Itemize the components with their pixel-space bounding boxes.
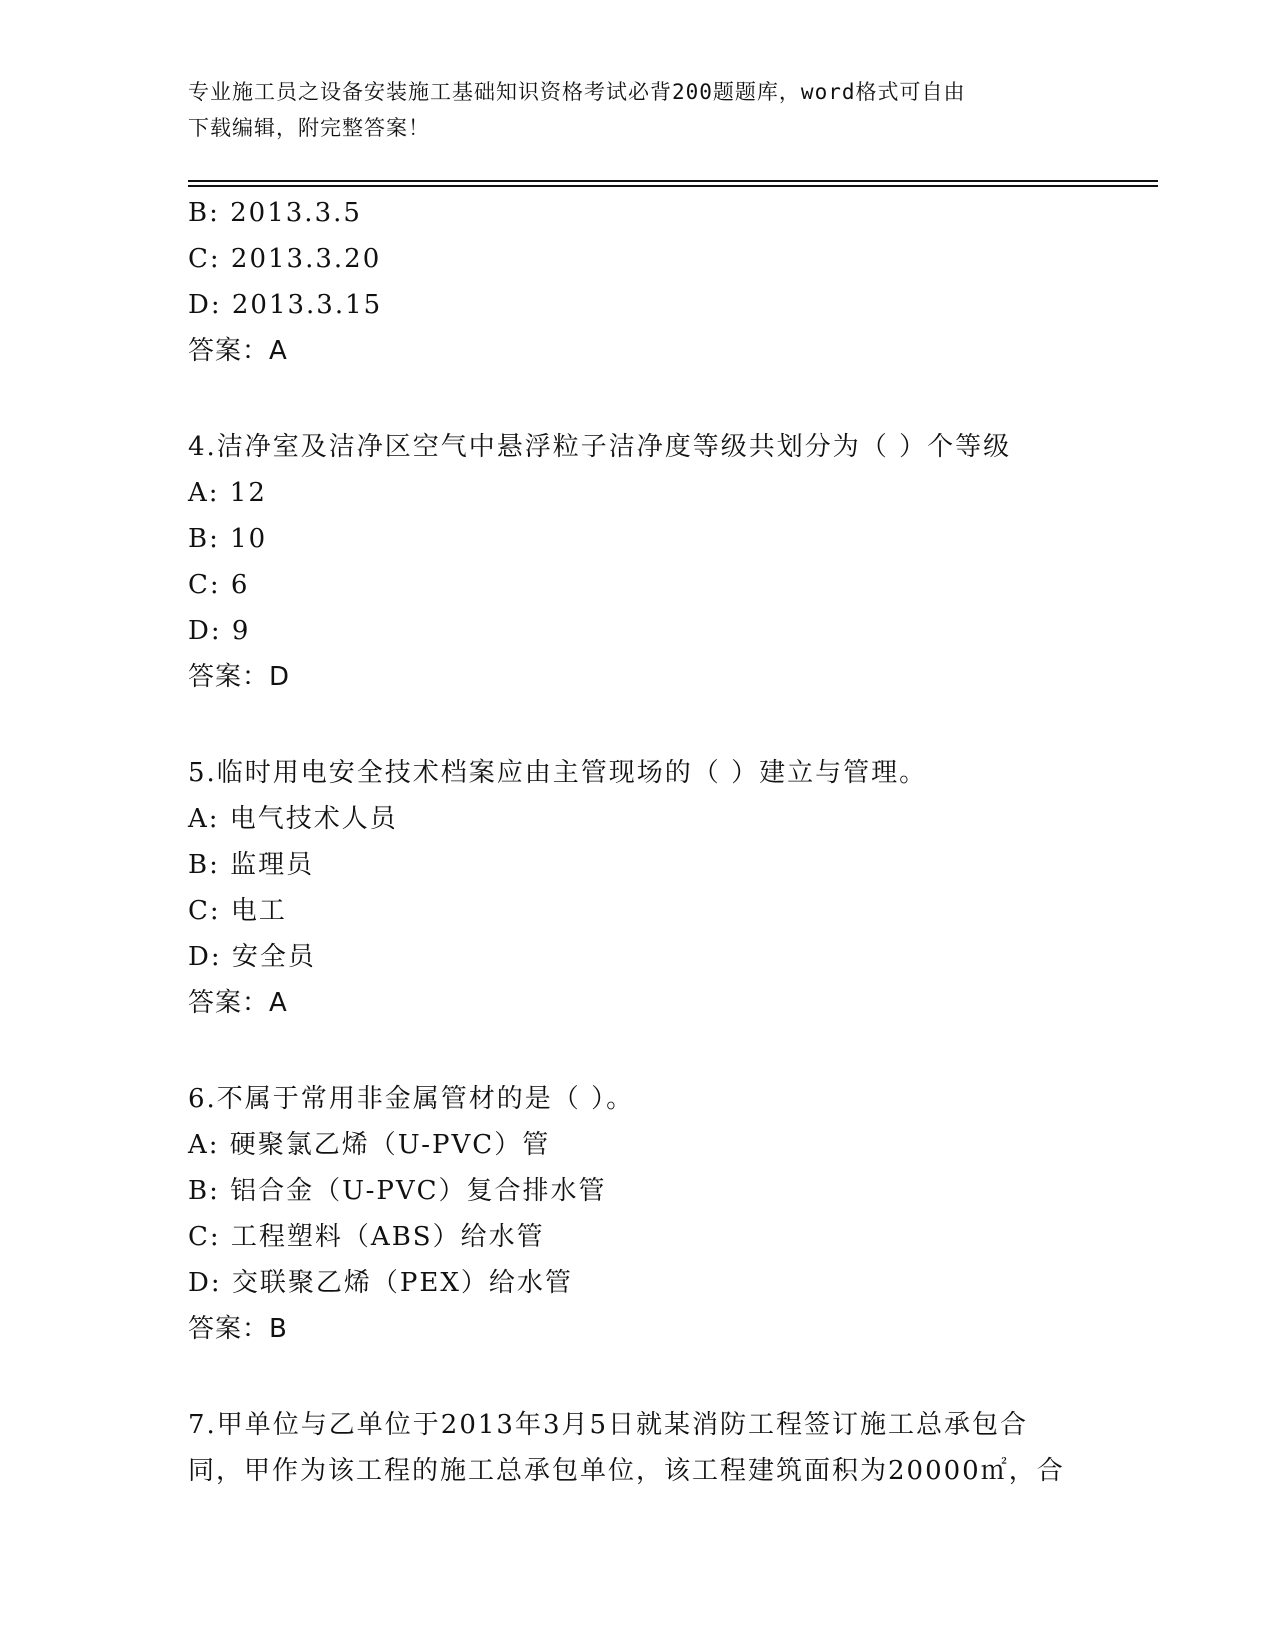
question-text-line-1: 7.甲单位与乙单位于2013年3月5日就某消防工程签订施工总承包合 xyxy=(188,1410,1029,1440)
option-d: D: 交联聚乙烯（PEX）给水管 xyxy=(188,1268,573,1298)
question-7 xyxy=(188,1402,1088,1494)
question-list xyxy=(188,190,1088,1494)
option-d: D: 9 xyxy=(188,616,251,646)
option-d: D: 安全员 xyxy=(188,942,316,972)
answer: 答案：A xyxy=(188,988,288,1018)
question-text: 5.临时用电安全技术档案应由主管现场的（ ）建立与管理。 xyxy=(188,758,928,788)
header-line-1: 专业施工员之设备安装施工基础知识资格考试必背200题题库，word格式可自由 xyxy=(188,80,966,104)
header-rule-bottom xyxy=(188,185,1158,187)
option-b: B: 10 xyxy=(188,524,268,554)
option-c: C: 电工 xyxy=(188,896,287,926)
answer: 答案：A xyxy=(188,336,288,366)
option-b: B: 铝合金（U-PVC）复合排水管 xyxy=(188,1176,607,1206)
option-c: C: 6 xyxy=(188,570,250,600)
question-5 xyxy=(188,750,1088,1026)
header-line-2: 下载编辑，附完整答案！ xyxy=(188,116,430,140)
option-b: B: 2013.3.5 xyxy=(188,198,362,228)
question-3 xyxy=(188,190,1088,374)
option-c: C: 工程塑料（ABS）给水管 xyxy=(188,1222,545,1252)
question-text: 6.不属于常用非金属管材的是（ ）。 xyxy=(188,1084,635,1114)
question-4 xyxy=(188,424,1088,700)
option-b: B: 监理员 xyxy=(188,850,315,880)
option-a: A: 12 xyxy=(188,478,267,508)
question-text-line-2: 同，甲作为该工程的施工总承包单位，该工程建筑面积为20000㎡，合 xyxy=(188,1456,1065,1486)
option-d: D: 2013.3.15 xyxy=(188,290,383,320)
option-c: C: 2013.3.20 xyxy=(188,244,382,274)
document-header xyxy=(188,74,1068,146)
option-a: A: 电气技术人员 xyxy=(188,804,398,834)
header-rule-top xyxy=(188,180,1158,182)
answer: 答案：B xyxy=(188,1314,288,1344)
question-6 xyxy=(188,1076,1088,1352)
answer: 答案：D xyxy=(188,662,291,692)
option-a: A: 硬聚氯乙烯（U-PVC）管 xyxy=(188,1130,551,1160)
question-text: 4.洁净室及洁净区空气中悬浮粒子洁净度等级共划分为（ ）个等级 xyxy=(188,432,1012,462)
